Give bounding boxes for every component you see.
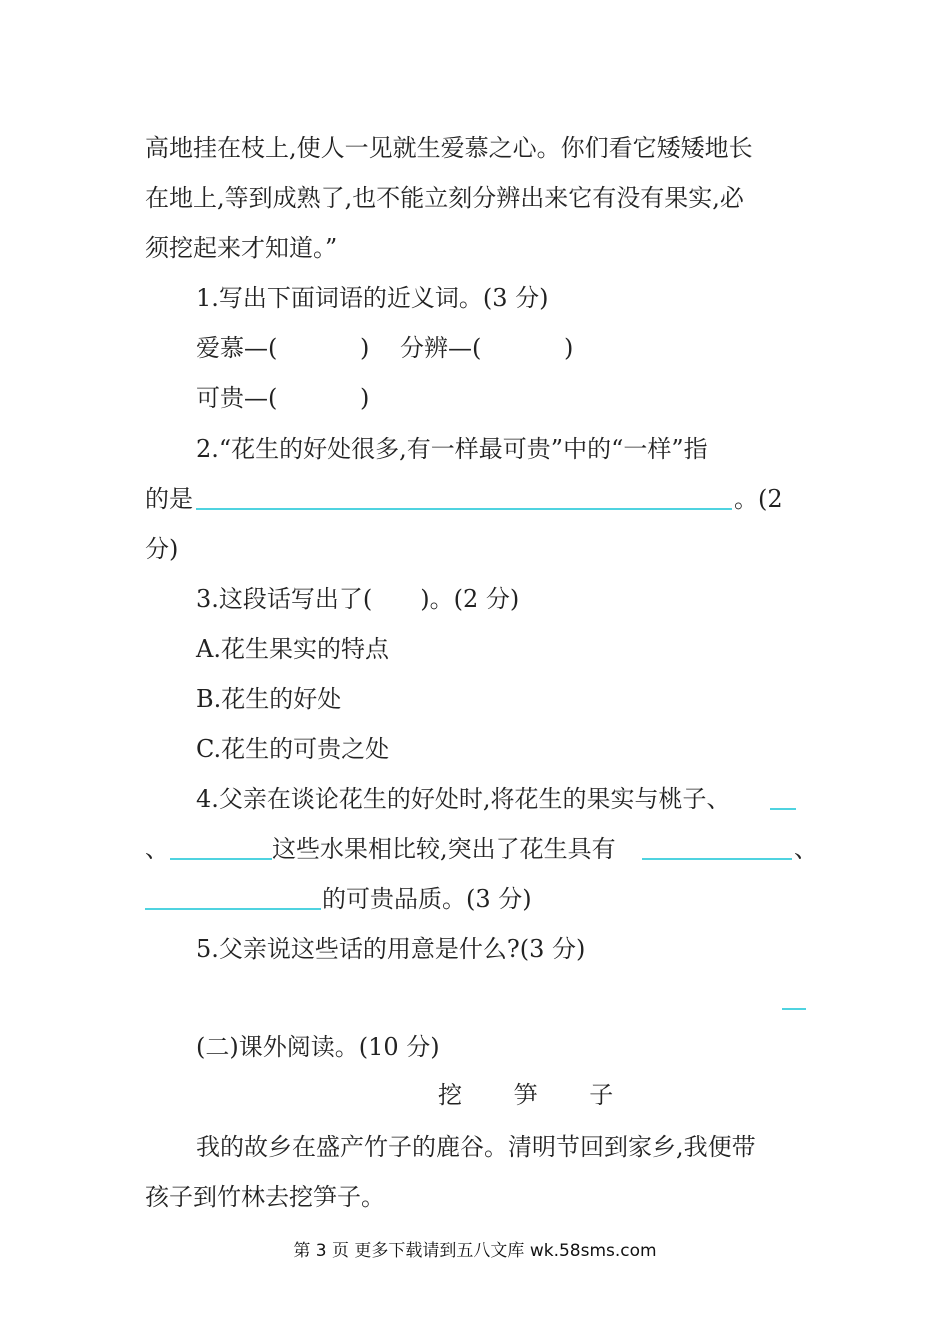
question-4-line-2-mid: 这些水果相比较,突出了花生具有 [272,835,616,863]
question-2-line-3: 分) [145,535,179,563]
answer-blank-q4-quality-1[interactable] [642,836,792,860]
passage-line-2: 在地上,等到成熟了,也不能立刻分辨出来它有没有果实,必 [145,184,744,212]
synonym-kegui-label: 可贵—( [196,384,278,412]
article-paragraph-line-2: 孩子到竹林去挖笋子。 [145,1183,385,1211]
question-5-prompt: 5.父亲说这些话的用意是什么?(3 分) [196,935,586,963]
synonym-kegui-close: ) [360,384,370,412]
question-3-prompt: 3.这段话写出了( )。(2 分) [196,585,520,613]
synonym-aimu-label: 爱慕—( [196,334,278,362]
article-paragraph-line-1: 我的故乡在盛产竹子的鹿谷。清明节回到家乡,我便带 [196,1133,756,1161]
synonym-aimu-close: ) [360,334,370,362]
question-4-line-2-start: 、 [145,835,169,863]
question-2-line-1: 2.“花生的好处很多,有一样最可贵”中的“一样”指 [196,435,708,463]
synonym-fenbian-label: 分辨—( [400,334,482,362]
question-2-line-2-start: 的是 [145,485,193,513]
answer-blank-q4-quality-2[interactable] [145,886,321,910]
article-title: 挖 笋 子 [438,1081,636,1109]
option-b[interactable]: B.花生的好处 [196,685,342,713]
passage-line-1: 高地挂在枝上,使人一见就生爱慕之心。你们看它矮矮地长 [145,134,753,162]
option-a[interactable]: A.花生果实的特点 [196,635,389,663]
answer-blank-q4-fruit-1[interactable] [770,786,796,810]
synonym-fenbian-close: ) [564,334,574,362]
option-c[interactable]: C.花生的可贵之处 [196,735,390,763]
answer-blank-q5[interactable] [782,986,806,1010]
answer-blank-q4-fruit-2[interactable] [170,836,272,860]
question-1-prompt: 1.写出下面词语的近义词。(3 分) [196,284,549,312]
section-2-heading: (二)课外阅读。(10 分) [196,1033,440,1061]
page-footer: 第 3 页 更多下载请到五八文库 wk.58sms.com [293,1241,657,1261]
answer-blank-q2[interactable] [196,484,732,510]
passage-line-3: 须挖起来才知道。” [145,234,338,262]
question-4-line-2-end: 、 [794,835,818,863]
question-2-line-2-end: 。(2 [734,485,783,513]
question-4-line-1: 4.父亲在谈论花生的好处时,将花生的果实与桃子、 [196,785,731,813]
question-4-line-3-end: 的可贵品质。(3 分) [322,885,532,913]
